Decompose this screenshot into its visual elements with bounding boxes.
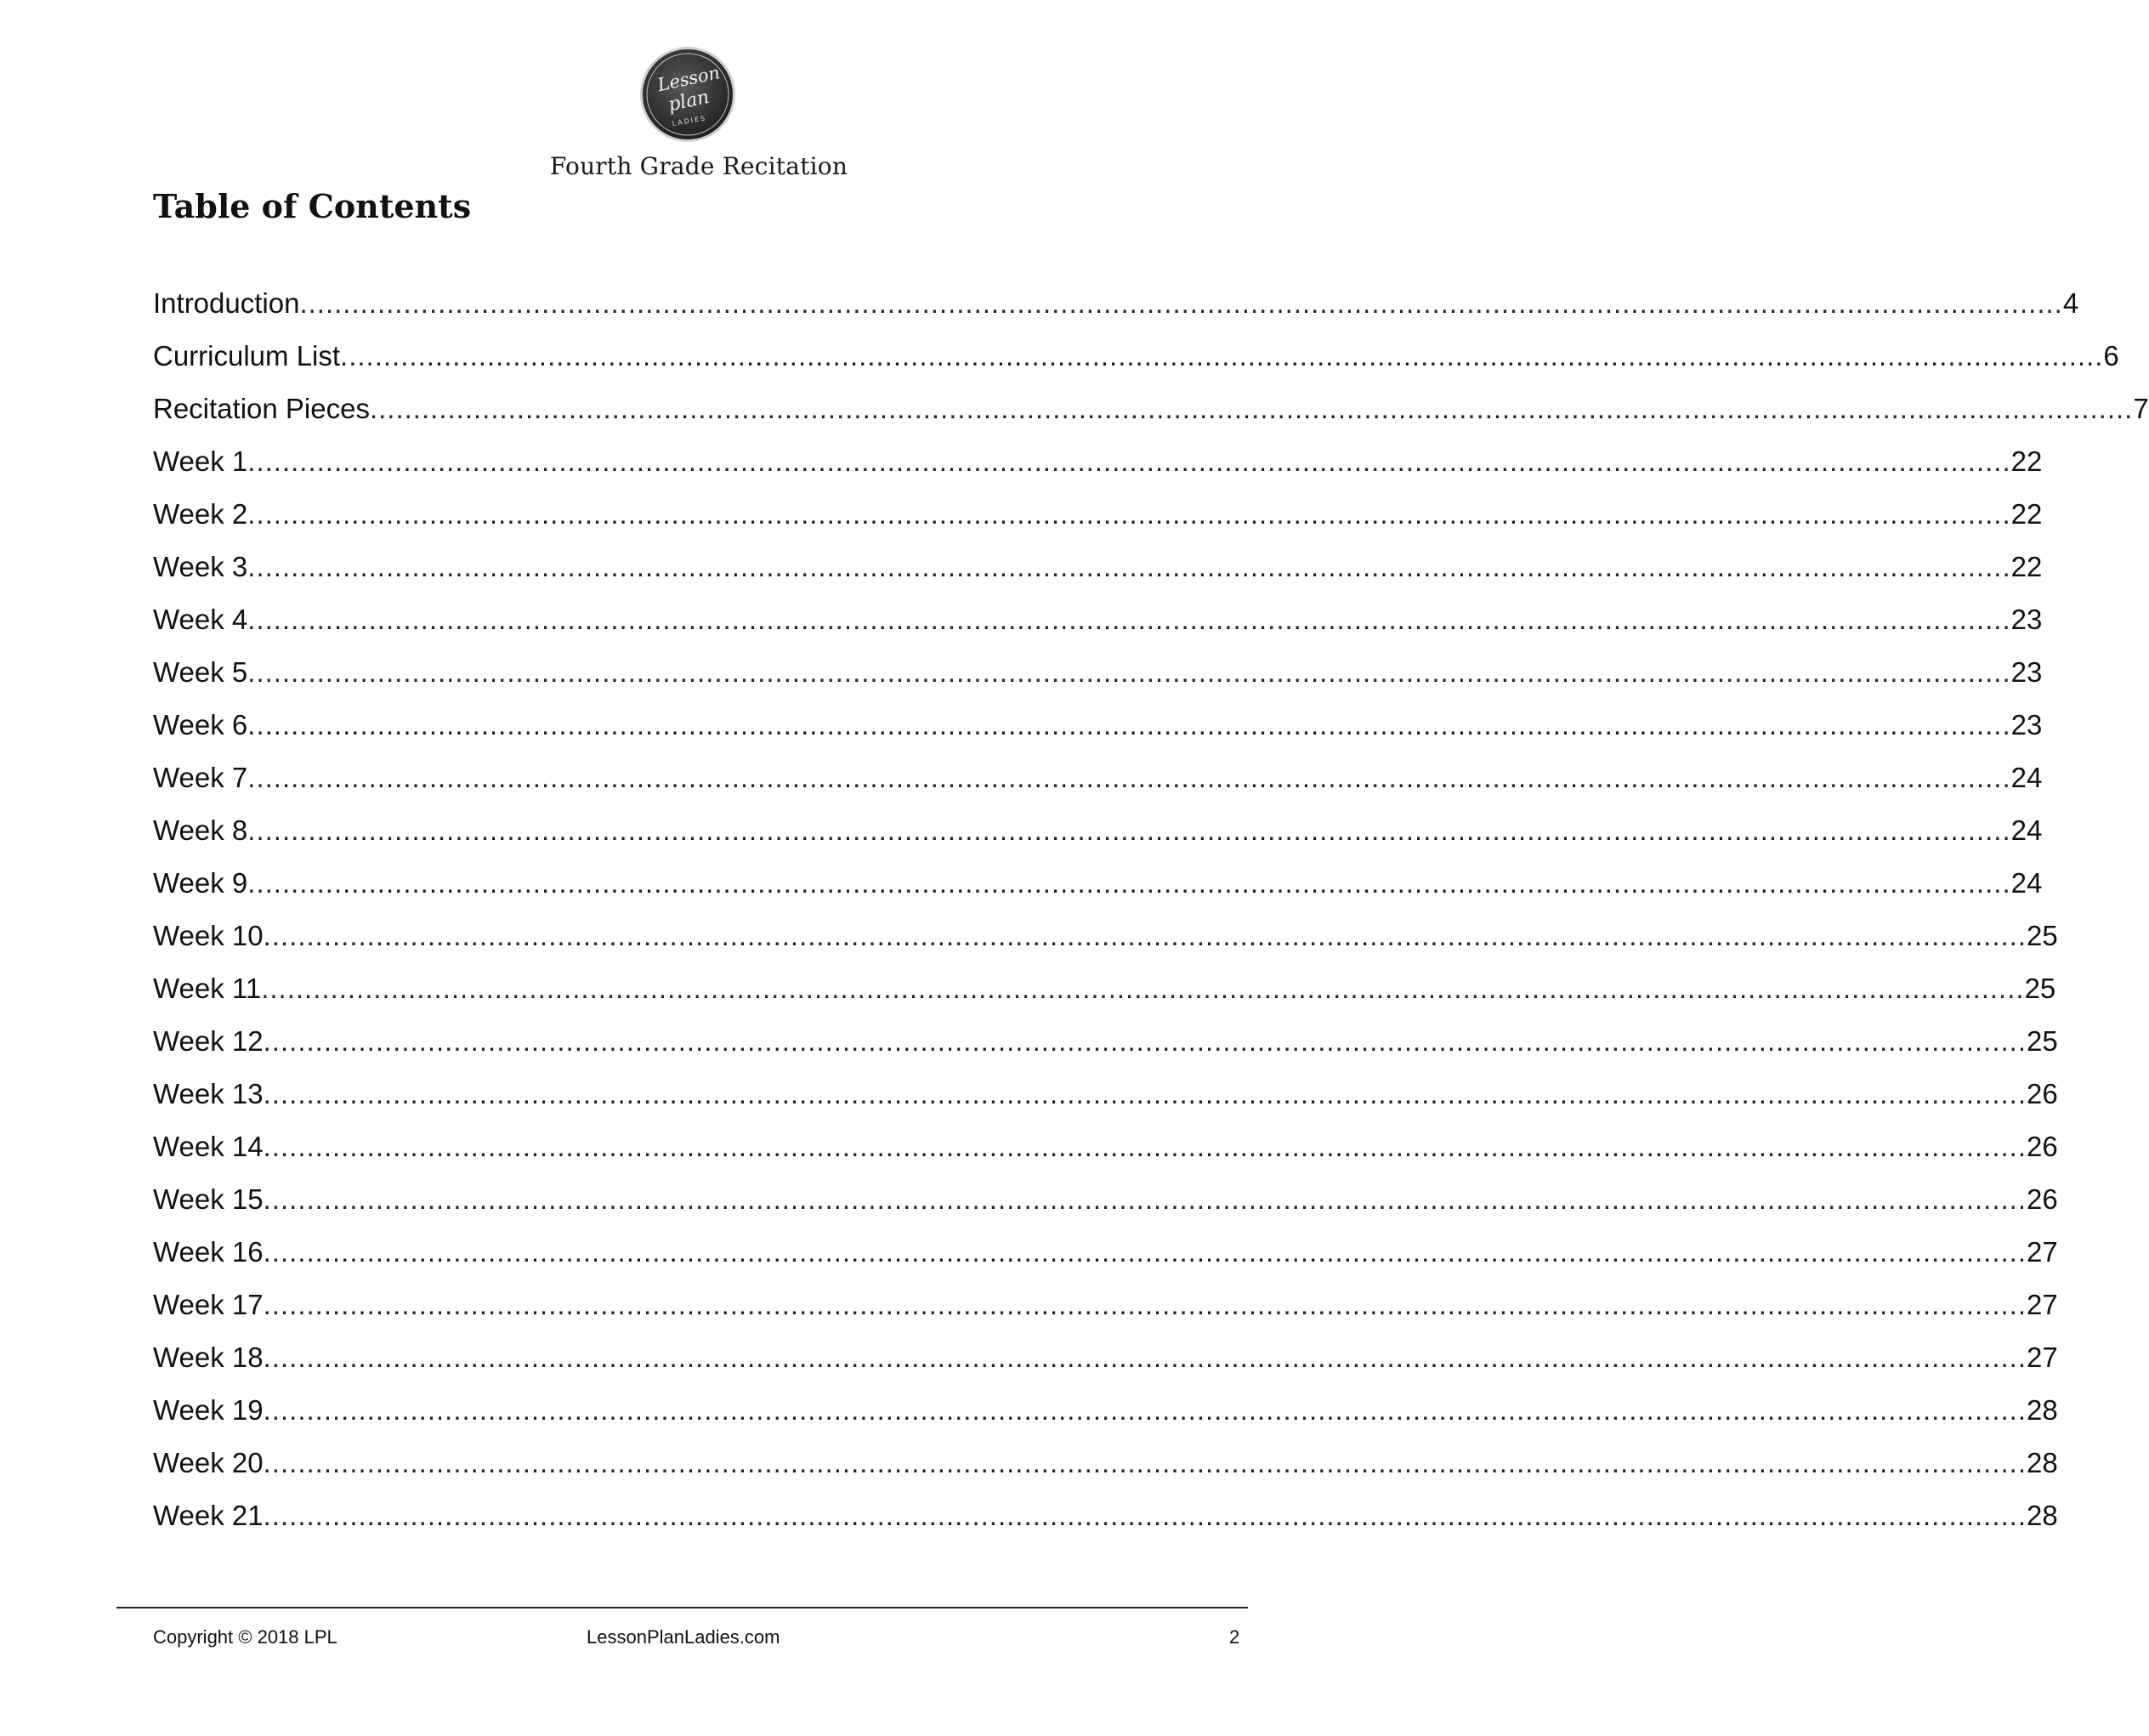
toc-dot-leader: ............................................................................................................................................................................................................ xyxy=(263,1078,2027,1109)
toc-entry-page: 24 xyxy=(2010,762,2043,793)
toc-entry[interactable] xyxy=(153,1180,2058,1233)
toc-entry[interactable] xyxy=(153,1496,2058,1549)
toc-entry-page: 26 xyxy=(2027,1183,2058,1215)
toc-entry-page: 23 xyxy=(2010,709,2043,740)
toc-entry[interactable] xyxy=(153,1391,2058,1444)
logo-badge-icon xyxy=(638,45,737,144)
toc-dot-leader: ............................................................................................................................................................................................................ xyxy=(247,445,2011,477)
toc-dot-leader: ............................................................................................................................................................................................................ xyxy=(263,1131,2027,1162)
toc-entry[interactable] xyxy=(153,1022,2058,1075)
toc-entry-page: 7 xyxy=(2133,393,2149,424)
toc-entry[interactable] xyxy=(153,337,2119,389)
toc-dot-leader: ............................................................................................................................................................................................................ xyxy=(247,762,2011,793)
toc-dot-leader: ............................................................................................................................................................................................................ xyxy=(247,867,2011,899)
toc-entry-page: 23 xyxy=(2010,656,2043,688)
toc-dot-leader: ............................................................................................................................................................................................................ xyxy=(261,973,2025,1004)
lesson-plan-ladies-logo xyxy=(638,45,737,144)
toc-entry[interactable] xyxy=(153,495,2043,547)
toc-entry-label: Week 6 xyxy=(153,709,248,740)
toc-entry-label: Week 20 xyxy=(153,1447,264,1478)
toc-entry-label: Week 15 xyxy=(153,1183,264,1215)
toc-entry-label: Curriculum List xyxy=(153,340,341,372)
document-subtitle: Fourth Grade Recitation xyxy=(549,152,848,180)
toc-dot-leader: ............................................................................................................................................................................................................ xyxy=(263,1025,2027,1057)
toc-dot-leader: ............................................................................................................................................................................................................ xyxy=(263,1183,2027,1215)
toc-entry[interactable] xyxy=(153,1075,2058,1127)
toc-entry-page: 28 xyxy=(2027,1500,2058,1531)
toc-entry[interactable] xyxy=(153,1127,2058,1180)
toc-entry-label: Week 10 xyxy=(153,920,264,951)
toc-dot-leader: ............................................................................................................................................................................................................ xyxy=(247,709,2011,740)
toc-entry-label: Week 1 xyxy=(153,445,248,477)
toc-dot-leader: ............................................................................................................................................................................................................ xyxy=(263,1289,2027,1320)
toc-entry-label: Week 18 xyxy=(153,1342,264,1373)
toc-entry-page: 28 xyxy=(2027,1447,2058,1478)
toc-entry-label: Week 4 xyxy=(153,604,248,635)
logo-text-line3: LADIES xyxy=(672,114,707,128)
toc-entry-label: Week 16 xyxy=(153,1236,264,1268)
toc-entry[interactable] xyxy=(153,1444,2058,1496)
toc-entry-label: Week 5 xyxy=(153,656,248,688)
toc-entry-page: 25 xyxy=(2024,973,2056,1004)
toc-dot-leader: ............................................................................................................................................................................................................ xyxy=(247,604,2011,635)
toc-entry[interactable] xyxy=(153,547,2043,600)
toc-entry-page: 26 xyxy=(2027,1131,2058,1162)
toc-entry-page: 28 xyxy=(2027,1394,2058,1426)
toc-entry-page: 22 xyxy=(2010,445,2043,477)
toc-entry-label: Recitation Pieces xyxy=(153,393,370,424)
toc-entry-page: 23 xyxy=(2010,604,2043,635)
toc-entry-label: Week 17 xyxy=(153,1289,264,1320)
toc-entry-page: 25 xyxy=(2027,1025,2058,1057)
toc-entry-label: Week 7 xyxy=(153,762,248,793)
toc-entry[interactable] xyxy=(153,1285,2058,1338)
toc-entry-label: Week 14 xyxy=(153,1131,264,1162)
toc-entry-label: Week 9 xyxy=(153,867,248,899)
toc-entry-label: Week 12 xyxy=(153,1025,264,1057)
toc-dot-leader: ............................................................................................................................................................................................................ xyxy=(263,920,2027,951)
toc-entry[interactable] xyxy=(153,916,2058,969)
toc-dot-leader: ............................................................................................................................................................................................................ xyxy=(369,393,2134,424)
toc-dot-leader: ............................................................................................................................................................................................................ xyxy=(263,1236,2027,1268)
toc-dot-leader: ............................................................................................................................................................................................................ xyxy=(247,656,2011,688)
toc-dot-leader: ............................................................................................................................................................................................................ xyxy=(340,340,2104,372)
footer-copyright: Copyright © 2018 LPL xyxy=(153,1626,337,1648)
toc-entry-label: Introduction xyxy=(153,287,300,319)
toc-entry[interactable] xyxy=(153,284,2079,337)
toc-entry-page: 22 xyxy=(2010,551,2043,582)
toc-dot-leader: ............................................................................................................................................................................................................ xyxy=(247,551,2011,582)
toc-entry[interactable] xyxy=(153,706,2043,758)
toc-dot-leader: ............................................................................................................................................................................................................ xyxy=(263,1342,2027,1373)
logo-text-line2: plan xyxy=(666,86,712,116)
toc-entry[interactable] xyxy=(153,442,2043,495)
toc-entry[interactable] xyxy=(153,600,2043,653)
logo-text-line1: Lesson xyxy=(655,62,722,96)
footer-website: LessonPlanLadies.com xyxy=(587,1626,780,1648)
footer-divider xyxy=(116,1607,1248,1608)
toc-entry-page: 27 xyxy=(2027,1236,2058,1268)
toc-entry-page: 24 xyxy=(2010,867,2043,899)
toc-entry-label: Week 8 xyxy=(153,814,248,846)
toc-entry[interactable] xyxy=(153,1338,2058,1391)
toc-entry[interactable] xyxy=(153,1233,2058,1285)
toc-entry-page: 4 xyxy=(2062,287,2079,319)
toc-entry-page: 24 xyxy=(2010,814,2043,846)
toc-entry-page: 27 xyxy=(2027,1289,2058,1320)
toc-entry-label: Week 21 xyxy=(153,1500,264,1531)
toc-entry-page: 25 xyxy=(2027,920,2058,951)
toc-entry-page: 27 xyxy=(2027,1342,2058,1373)
toc-entry-page: 6 xyxy=(2103,340,2119,372)
toc-entry[interactable] xyxy=(153,389,2149,442)
toc-title: Table of Contents xyxy=(153,187,472,225)
toc-entry-label: Week 2 xyxy=(153,498,248,530)
toc-dot-leader: ............................................................................................................................................................................................................ xyxy=(263,1394,2027,1426)
toc-entry-label: Week 19 xyxy=(153,1394,264,1426)
toc-entry[interactable] xyxy=(153,864,2043,916)
toc-dot-leader: ............................................................................................................................................................................................................ xyxy=(263,1500,2027,1531)
toc-entry-page: 22 xyxy=(2010,498,2043,530)
toc-list xyxy=(153,284,2149,1549)
toc-dot-leader: ............................................................................................................................................................................................................ xyxy=(247,498,2011,530)
toc-dot-leader: ............................................................................................................................................................................................................ xyxy=(299,287,2063,319)
toc-entry-label: Week 11 xyxy=(153,973,262,1004)
toc-entry[interactable] xyxy=(153,758,2043,811)
toc-dot-leader: ............................................................................................................................................................................................................ xyxy=(247,814,2011,846)
toc-entry[interactable] xyxy=(153,653,2043,706)
toc-dot-leader: ............................................................................................................................................................................................................ xyxy=(263,1447,2027,1478)
toc-entry[interactable] xyxy=(153,811,2043,864)
footer-page-number: 2 xyxy=(1229,1626,1240,1648)
toc-entry[interactable] xyxy=(153,969,2056,1022)
toc-entry-label: Week 13 xyxy=(153,1078,264,1109)
toc-entry-page: 26 xyxy=(2027,1078,2058,1109)
toc-entry-label: Week 3 xyxy=(153,551,248,582)
